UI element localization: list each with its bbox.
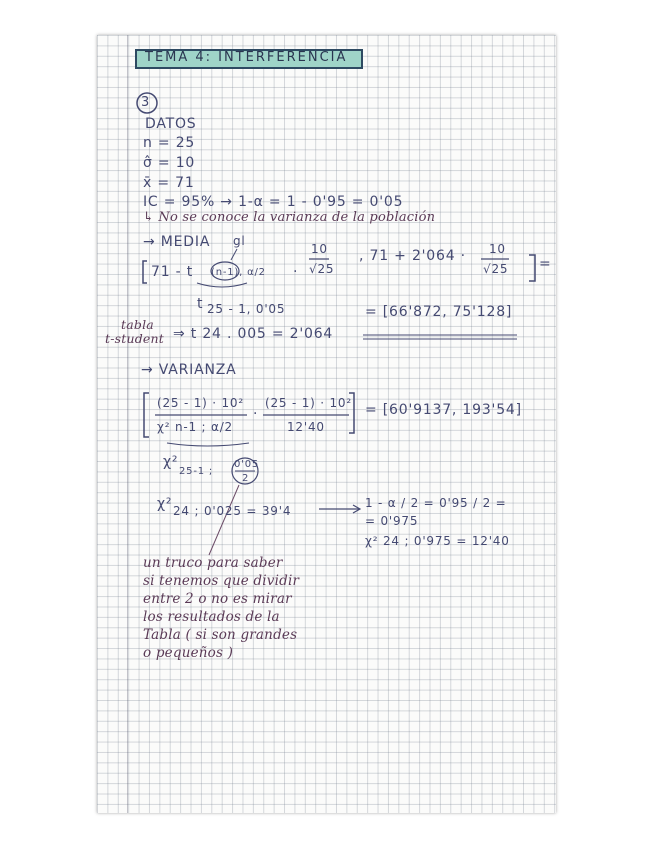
tip-line-1: un truco para saber	[143, 555, 283, 571]
media-upper: , 71 + 2'064 ·	[359, 248, 466, 264]
tip-line-4: los resultados de la	[143, 609, 280, 625]
tip-line-5: Tabla ( si son grandes	[143, 627, 298, 643]
exercise-number: 3	[141, 95, 151, 110]
varianza-dot: ·	[253, 406, 259, 422]
media-frac-den: √25	[309, 262, 335, 276]
datos-note: ↳ No se conoce la varianza de la población	[143, 210, 436, 225]
media-lower-sub: (n-1), α/2	[211, 267, 266, 278]
varianza-chi-a-sub: 25-1 ;	[179, 466, 214, 477]
media-t-sub: 25 - 1, 0'05	[207, 302, 286, 316]
tip-line-3: entre 2 o no es mirar	[143, 591, 292, 607]
varianza-chi-b-sub: 24 ; 0'025 = 39'4	[173, 504, 292, 518]
notebook-page	[97, 35, 556, 813]
tip-line-2: si tenemos que dividir	[143, 573, 300, 589]
datos-mean: x̄ = 71	[143, 175, 195, 191]
media-gl: gl	[233, 234, 246, 248]
media-frac-num-2: 10	[489, 242, 506, 256]
varianza-chi-b: χ²	[157, 496, 173, 512]
media-dot: ·	[293, 264, 299, 280]
varianza-chi-a-circ: 0'05	[234, 459, 260, 470]
media-t: t	[197, 296, 204, 312]
varianza-chi-a-circ-den: 2	[242, 473, 250, 484]
media-tabla-label: tabla	[121, 317, 154, 332]
varianza-alt-2: = 0'975	[365, 514, 419, 528]
media-frac-num: 10	[311, 242, 328, 256]
media-result: = [66'872, 75'128]	[365, 304, 513, 320]
varianza-num1: (25 - 1) · 10²	[157, 396, 244, 410]
varianza-heading: → VARIANZA	[141, 362, 237, 378]
varianza-num2: (25 - 1) · 10²	[265, 396, 352, 410]
media-tstudent-label: t-student	[105, 331, 165, 346]
varianza-den2: 12'40	[287, 420, 325, 434]
datos-sigma: σ̂ = 10	[143, 155, 196, 171]
media-lower: 71 - t	[151, 264, 194, 280]
varianza-alt-1: 1 - α / 2 = 0'95 / 2 =	[365, 496, 507, 510]
datos-n: n = 25	[143, 135, 196, 151]
varianza-result: = [60'9137, 193'54]	[365, 402, 522, 418]
media-t-result: ⇒ t 24 . 005 = 2'064	[173, 326, 334, 342]
page-title: TEMA 4: INTERFERENCIA	[145, 50, 348, 65]
tip-line-6: o pequeños )	[143, 645, 234, 661]
media-equals: =	[539, 256, 552, 272]
varianza-alt-3: χ² 24 ; 0'975 = 12'40	[365, 534, 510, 548]
media-frac-den-2: √25	[483, 262, 509, 276]
media-heading: → MEDIA	[143, 234, 211, 250]
varianza-den1: χ² n-1 ; α/2	[157, 420, 233, 434]
datos-ic: IC = 95% → 1-α = 1 - 0'95 = 0'05	[143, 194, 404, 210]
varianza-chi-a: χ²	[163, 454, 179, 470]
datos-heading: DATOS	[145, 116, 197, 132]
